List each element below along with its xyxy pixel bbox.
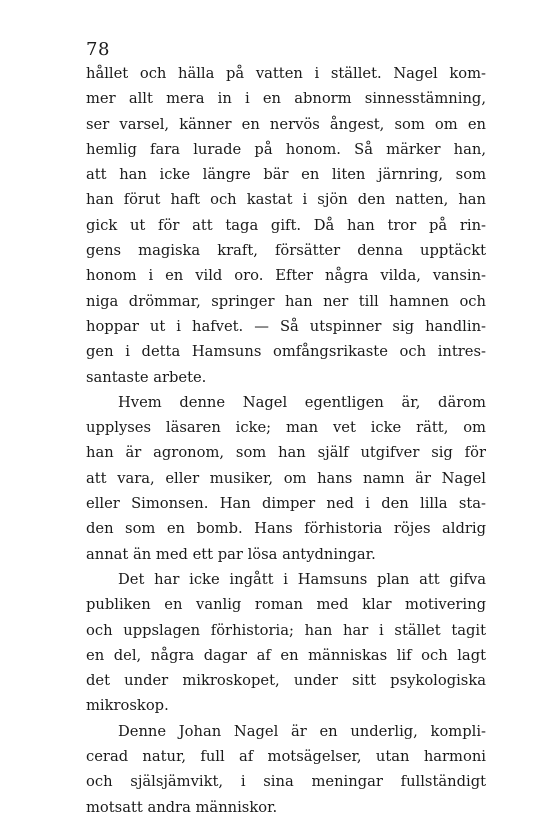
text-line: publiken en vanlig roman med klar motivering (86, 596, 486, 614)
text-line: upplyses läsaren icke; man vet icke rätt, om (86, 419, 486, 437)
text-line: hoppar ut i hafvet. — Så utspinner sig handlin- (86, 317, 486, 335)
text-line: den som en bomb. Hans förhistoria röjes aldrig (86, 520, 486, 538)
text-line: Det har icke ingått i Hamsuns plan att gifva (118, 570, 486, 588)
text-line: mer allt mera in i en abnorm sinnesstämning, (86, 90, 486, 108)
text-line: honom i en vild oro. Efter några vilda, vansin- (86, 267, 486, 285)
text-line: han förut haft och kastat i sjön den natten, han (86, 191, 486, 209)
text-line: en del, några dagar af en människas lif och lagt (86, 646, 486, 664)
text-line: och själsjämvikt, i sina meningar fullständigt (86, 773, 486, 791)
text-line: santaste arbete. (86, 368, 207, 386)
text-line: att han icke längre bär en liten järnring, som (86, 166, 486, 184)
text-line: hemlig fara lurade på honom. Så märker han, (86, 140, 486, 158)
text-line: att vara, eller musiker, om hans namn är Nagel (86, 469, 486, 487)
body-text (86, 61, 486, 820)
text-line: Denne Johan Nagel är en underlig, kompli- (118, 722, 486, 740)
text-line: gens magiska kraft, försätter denna upptäckt (86, 242, 486, 260)
text-line: eller Simonsen. Han dimper ned i den lilla sta- (86, 495, 486, 513)
text-line: han är agronom, som han själf utgifver sig för (86, 444, 486, 462)
text-line: niga drömmar, springer han ner till hamnen och (86, 292, 486, 310)
text-line: cerad natur, full af motsägelser, utan harmoni (86, 748, 486, 766)
text-line: motsatt andra människor. (86, 798, 278, 816)
text-line: hållet och hälla på vatten i stället. Nagel kom- (86, 65, 486, 82)
text-line: Hvem denne Nagel egentligen är, därom (118, 393, 486, 411)
text-line: det under mikroskopet, under sitt psykologiska (86, 672, 486, 690)
text-line: mikroskop. (86, 697, 169, 715)
text-line: ser varsel, känner en nervös ångest, som om en (86, 115, 486, 133)
text-line: gen i detta Hamsuns omfångsrikaste och intres- (86, 343, 486, 361)
page-number: 78 (86, 39, 110, 60)
text-line: gick ut för att taga gift. Då han tror på rin- (86, 216, 486, 234)
text-line: och uppslagen förhistoria; han har i stället tagit (86, 621, 486, 639)
text-line: annat än med ett par lösa antydningar. (86, 545, 376, 563)
